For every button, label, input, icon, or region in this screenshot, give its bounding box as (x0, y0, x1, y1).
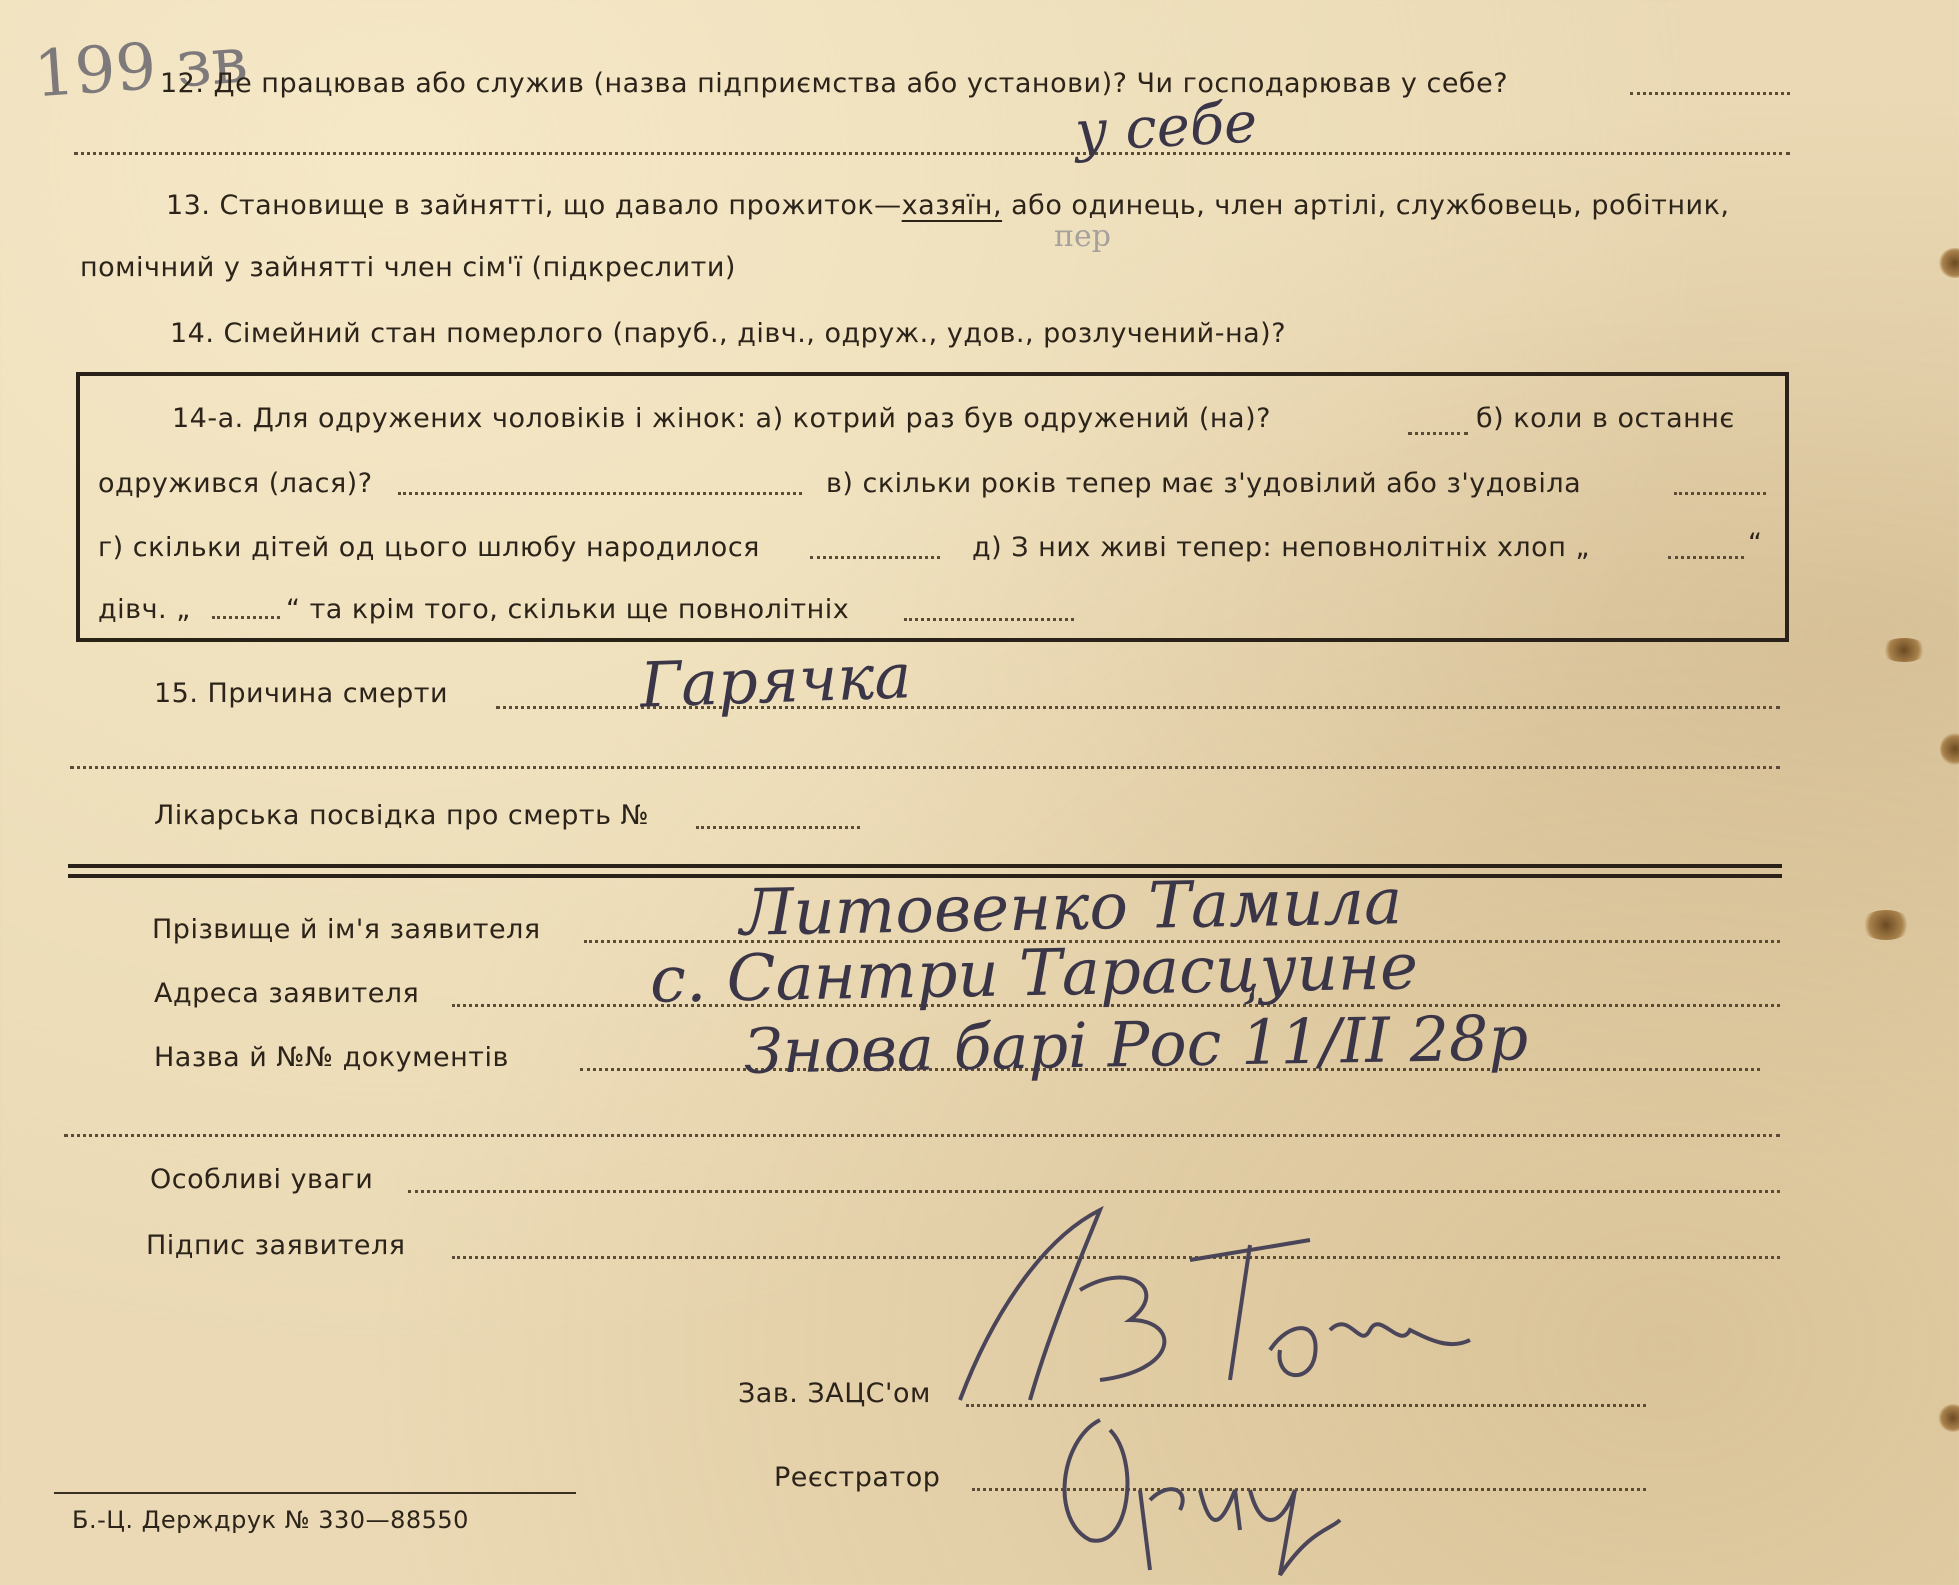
q14a-line-3-c: “ (1748, 528, 1763, 559)
punch-hole (1938, 1404, 1959, 1432)
q12-answer: у себе (1073, 90, 1259, 165)
q13-label-post: або одинець, член артілі, службовець, робітник, (1002, 190, 1730, 221)
punch-hole (1880, 638, 1928, 662)
q12-answer-line-1 (1630, 92, 1790, 95)
applicant-signature-label: Підпис заявителя (146, 1230, 406, 1261)
q13-pencil-note: пер (1054, 219, 1111, 254)
q14a-d-girls-answer-line (212, 616, 280, 619)
q15-label: 15. Причина смерти (154, 678, 449, 709)
q14a-v-answer-line (1674, 492, 1766, 495)
q12-answer-line-2 (74, 152, 1790, 155)
registrar-signature (1050, 1400, 1350, 1585)
footer-rule (54, 1492, 576, 1494)
q13-line-2: помічний у зайнятті член сім'ї (підкреслити) (80, 252, 736, 283)
q14a-b-answer-line (398, 492, 802, 495)
applicant-documents-line-2 (64, 1134, 1780, 1137)
zags-head-label: Зав. ЗАЦС'ом (738, 1378, 931, 1409)
q14a-line-4-a: дівч. „ (98, 594, 191, 625)
q14a-adults-answer-line (904, 618, 1074, 621)
q14a-line-3-b: д) З них живі тепер: неповнолітніх хлоп „ (972, 532, 1590, 563)
applicant-address-label: Адреса заявителя (154, 978, 420, 1009)
archive-note: 199 зв (31, 23, 250, 113)
medical-certificate-number-line (696, 826, 860, 829)
applicant-name-value: Литовенко Тамила (739, 865, 1403, 951)
section-divider-top (68, 864, 1782, 868)
q14a-a-answer-line (1408, 432, 1468, 435)
applicant-documents-label: Назва й №№ документів (154, 1042, 509, 1073)
special-remarks-line (408, 1190, 1780, 1193)
q12-label: 12. Де працював або служив (назва підприємства або установи)? Чи господарював у себе? (160, 68, 1509, 99)
q14a-d-boys-answer-line (1668, 556, 1744, 559)
applicant-address-value: с. Сантри Тарасцуине (649, 930, 1419, 1018)
zags-head-signature (930, 1200, 1490, 1430)
special-remarks-label: Особливі уваги (150, 1164, 374, 1195)
q14a-g-answer-line (810, 556, 940, 559)
applicant-name-label: Прізвище й ім'я заявителя (152, 914, 541, 945)
q14a-line-3-a: г) скільки дітей од цього шлюбу народилося (98, 532, 760, 563)
q13-label-pre: 13. Становище в зайнятті, що давало прожиток— (166, 190, 902, 221)
q14a-line-1-b: б) коли в останнє (1476, 403, 1735, 434)
q15-answer: Гарячка (638, 639, 913, 722)
q14a-line-2-a: одружився (лася)? (98, 468, 373, 499)
punch-hole (1940, 732, 1959, 766)
q13-selected-option: хазяїн, (901, 190, 1003, 221)
q14-label: 14. Сімейний стан померлого (паруб., дівч., одруж., удов., розлучений-на)? (170, 318, 1287, 349)
punch-hole (1938, 248, 1959, 278)
q14a-line-4-b: “ та крім того, скільки ще повнолітніх (286, 594, 850, 625)
applicant-documents-value: Знова барі Рос 11/ІІ 28р (743, 1001, 1529, 1088)
registrar-label: Реєстратор (774, 1462, 941, 1493)
punch-hole (1860, 910, 1912, 940)
q14a-line-2-b: в) скільки років тепер має з'удовілий або з'удовіла (826, 468, 1582, 499)
medical-certificate-label: Лікарська посвідка про смерть № (154, 800, 650, 831)
q13-line-1 (166, 192, 1729, 219)
q14a-line-1: 14-а. Для одружених чоловіків і жінок: а) котрий раз був одружений (на)? (172, 403, 1271, 434)
printer-imprint: Б.-Ц. Держдрук № 330—88550 (72, 1506, 469, 1534)
q15-answer-line-2 (70, 766, 1780, 769)
